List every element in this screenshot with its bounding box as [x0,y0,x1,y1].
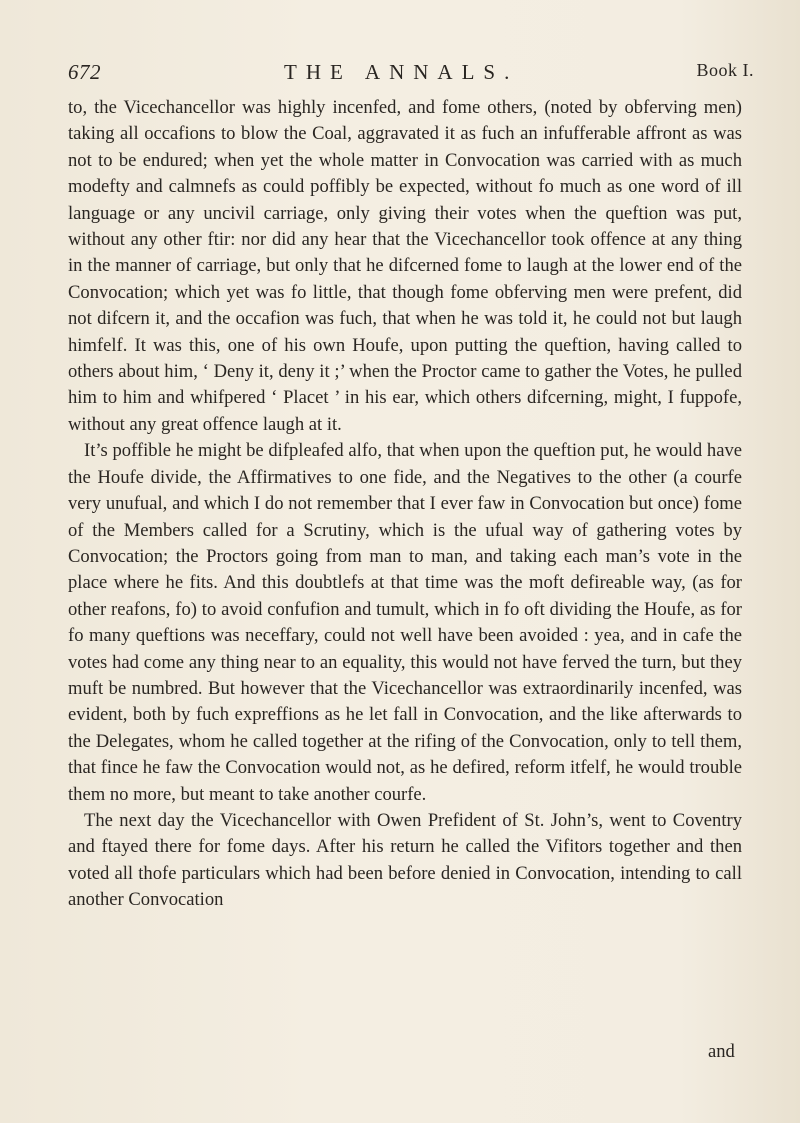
running-header [68,60,754,90]
paragraph-2: It’s poffible he might be difpleafed alfo, that when upon the queftion put, he would have the Houfe divide, the Affirmatives to one fide, and the Negatives to the other (a courfe very unufual, and which I do not remember that I ever faw in Convocation but once) fome of the Members called for a Scrutiny, which is the ufual way of gathering votes by Convocation; the Proctors going from man to man, and taking each man’s vote in the place where he fits. And this doubtlefs at that time was the moft defireable way, (as for other reafons, fo) to avoid confufion and tumult, which in fo oft dividing the Houfe, as for fo many queftions was neceffary, could not well have been avoided : yea, and in cafe the votes had come any thing near to an equality, this would not have ferved the turn, but they muft be numbred. But however that the Vicechancellor was extraordinarily incenfed, was evident, both by fuch expreffions as he let fall in Convocation, and the like afterwards to the Delegates, whom he called together at the rifing of the Convocation, only to tell them, that fince he faw the Convocation would not, as he defired, reform itfelf, he would trouble them no more, but meant to take another courfe. [68,440,742,805]
running-title: THE ANNALS. [284,60,519,84]
catchword: and [708,1041,735,1062]
body-text [68,95,742,914]
book-label: Book I. [696,60,754,80]
page-number: 672 [68,60,101,84]
paragraph-3: The next day the Vicechancellor with Owen Prefident of St. John’s, went to Coventry and ftayed there for fome days. After his return he called the Vifitors together and then voted all thofe particulars which had been before denied in Convocation, intending to call another Convocation [68,809,742,911]
paragraph-1: to, the Vicechancellor was highly incenfed, and fome others, (noted by obferving men) taking all occafions to blow the Coal, aggravated it as fuch an infufferable affront as was not to be endured; when yet the whole matter in Convocation was carried with as much modefty and calmnefs as could poffibly be expected, without fo much as one word of ill language or any uncivil carriage, only giving their votes when the queftion was put, without any other ftir: nor did any hear that the Vicechancellor took offence at any thing in the manner of carriage, but only that he difcerned fome to laugh at the lower end of the Convocation; which yet was fo little, that though fome obferving men were prefent, did not difcern it, and the occafion was fuch, that when he was told it, he could not but laugh himfelf. It was this, one of his own Houfe, upon putting the queftion, having called to others about him, ‘ Deny it, deny it ;’ when the Proctor came to gather the Votes, he pulled him to him and whifpered ‘ Placet ’ in his ear, which others difcerning, might, I fuppofe, without any great offence laugh at it. [68,97,742,435]
